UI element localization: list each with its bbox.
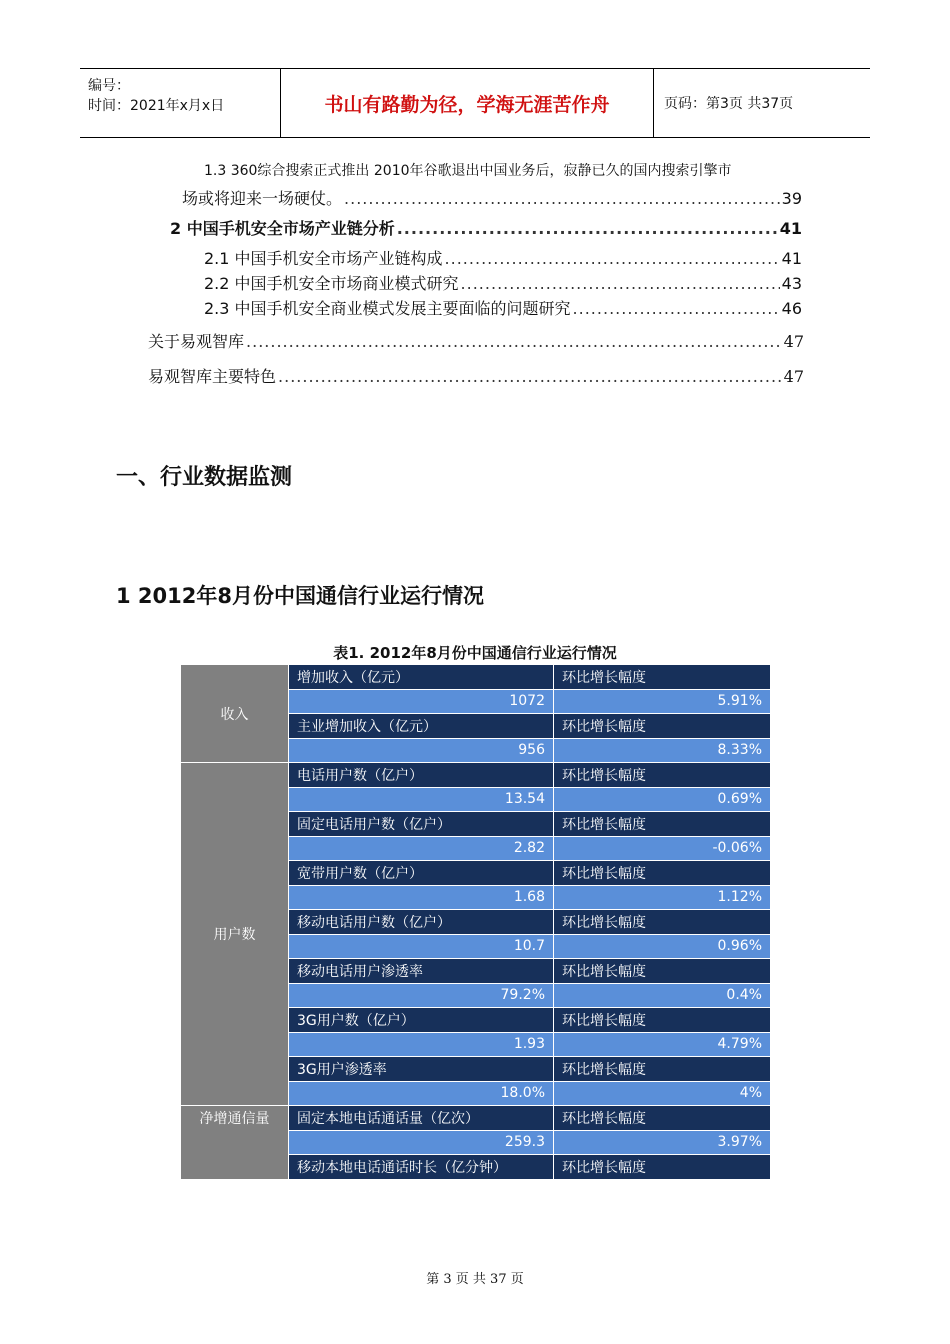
table-row: [181, 665, 771, 690]
toc-item-2-1[interactable]: [204, 246, 802, 269]
metric-value: 18.0%: [289, 1081, 554, 1106]
metric-value: 956: [289, 738, 554, 763]
metric-value: 1.93: [289, 1032, 554, 1057]
category-cell: 用户数: [181, 763, 289, 1106]
subsection-heading: 1 2012年8月份中国通信行业运行情况: [116, 584, 484, 608]
metric-label: 3G用户数（亿户）: [289, 1008, 554, 1033]
metric-label: 移动电话用户数（亿户）: [289, 910, 554, 935]
growth-label: 环比增长幅度: [554, 1106, 771, 1131]
toc-item-label: 2.2 中国手机安全市场商业模式研究: [204, 274, 459, 293]
header-motto: 书山有路勤为径，学海无涯苦作舟: [281, 69, 654, 137]
header-date: 时间：2021年x月x日: [88, 98, 225, 114]
page-header: [80, 68, 870, 138]
toc-item-label: 关于易观智库: [148, 332, 245, 351]
toc-item-label: 2.3 中国手机安全商业模式发展主要面临的问题研究: [204, 299, 571, 318]
telecom-stats-table: [180, 664, 771, 1180]
growth-value: 3.97%: [554, 1130, 771, 1155]
metric-label: 主业增加收入（亿元）: [289, 714, 554, 739]
metric-label: 宽带用户数（亿户）: [289, 861, 554, 886]
growth-value: -0.06%: [554, 836, 771, 861]
toc-page: 47: [783, 332, 804, 351]
metric-value: 13.54: [289, 787, 554, 812]
metric-value: 79.2%: [289, 983, 554, 1008]
toc-dots: [573, 299, 780, 318]
toc-item-label: 2.1 中国手机安全市场产业链构成: [204, 249, 443, 268]
growth-label: 环比增长幅度: [554, 812, 771, 837]
metric-label: 移动电话用户渗透率: [289, 959, 554, 984]
toc-item-features[interactable]: [148, 364, 804, 387]
growth-label: 环比增长幅度: [554, 861, 771, 886]
toc-page: 41: [781, 249, 802, 268]
growth-value: 5.91%: [554, 689, 771, 714]
growth-value: 0.4%: [554, 983, 771, 1008]
toc-page: 39: [781, 189, 802, 208]
toc-item-label: 易观智库主要特色: [148, 367, 277, 386]
table-caption: 表1. 2012年8月份中国通信行业运行情况: [333, 644, 617, 662]
header-page-number: 页码：第3页 共37页: [664, 96, 794, 112]
metric-value: 2.82: [289, 836, 554, 861]
page-footer: 第 3 页 共 37 页: [426, 1272, 524, 1287]
metric-label: 固定电话用户数（亿户）: [289, 812, 554, 837]
toc-page: 47: [783, 367, 804, 386]
growth-label: 环比增长幅度: [554, 763, 771, 788]
growth-value: 1.12%: [554, 885, 771, 910]
toc-item-about[interactable]: [148, 329, 804, 352]
header-number: 编号：: [88, 78, 130, 94]
toc-dots: [246, 332, 782, 351]
table-row: [181, 763, 771, 788]
growth-label: 环比增长幅度: [554, 1155, 771, 1180]
metric-label: 增加收入（亿元）: [289, 665, 554, 690]
metric-label: 3G用户渗透率: [289, 1057, 554, 1082]
growth-value: 0.69%: [554, 787, 771, 812]
toc-dots: [445, 249, 780, 268]
toc-item-label: 2 中国手机安全市场产业链分析: [170, 219, 395, 238]
metric-label: 移动本地电话通话时长（亿分钟）: [289, 1155, 554, 1180]
growth-value: 0.96%: [554, 934, 771, 959]
metric-label: 电话用户数（亿户）: [289, 763, 554, 788]
toc-item-2-3[interactable]: [204, 296, 802, 319]
metric-value: 1.68: [289, 885, 554, 910]
toc-item-1-3-line2: 场或将迎来一场硬仗。: [182, 189, 343, 208]
metric-value: 10.7: [289, 934, 554, 959]
growth-label: 环比增长幅度: [554, 665, 771, 690]
category-cell: 净增通信量: [181, 1106, 289, 1180]
table-row: [181, 1106, 771, 1131]
growth-label: 环比增长幅度: [554, 714, 771, 739]
toc-item-2[interactable]: [170, 216, 802, 239]
toc-item-1-3-line1[interactable]: 1.3 360综合搜索正式推出 2010年谷歌退出中国业务后，寂静已久的国内搜索引擎市: [204, 163, 732, 179]
growth-value: 4.79%: [554, 1032, 771, 1057]
growth-value: 4%: [554, 1081, 771, 1106]
toc-page: 41: [779, 219, 802, 238]
toc-dots: [344, 189, 780, 208]
category-cell: 收入: [181, 665, 289, 763]
metric-value: 1072: [289, 689, 554, 714]
header-meta: [80, 69, 281, 137]
toc-dots: [461, 274, 780, 293]
section-heading: 一、行业数据监测: [116, 465, 293, 490]
toc-dots: [397, 219, 778, 238]
growth-label: 环比增长幅度: [554, 1008, 771, 1033]
growth-value: 8.33%: [554, 738, 771, 763]
growth-label: 环比增长幅度: [554, 959, 771, 984]
toc-item-2-2[interactable]: [204, 271, 802, 294]
toc-dots: [278, 367, 782, 386]
toc-page: 43: [781, 274, 802, 293]
metric-value: 259.3: [289, 1130, 554, 1155]
growth-label: 环比增长幅度: [554, 910, 771, 935]
toc-item-1-3[interactable]: [182, 186, 802, 209]
metric-label: 固定本地电话通话量（亿次）: [289, 1106, 554, 1131]
growth-label: 环比增长幅度: [554, 1057, 771, 1082]
toc-page: 46: [781, 299, 802, 318]
